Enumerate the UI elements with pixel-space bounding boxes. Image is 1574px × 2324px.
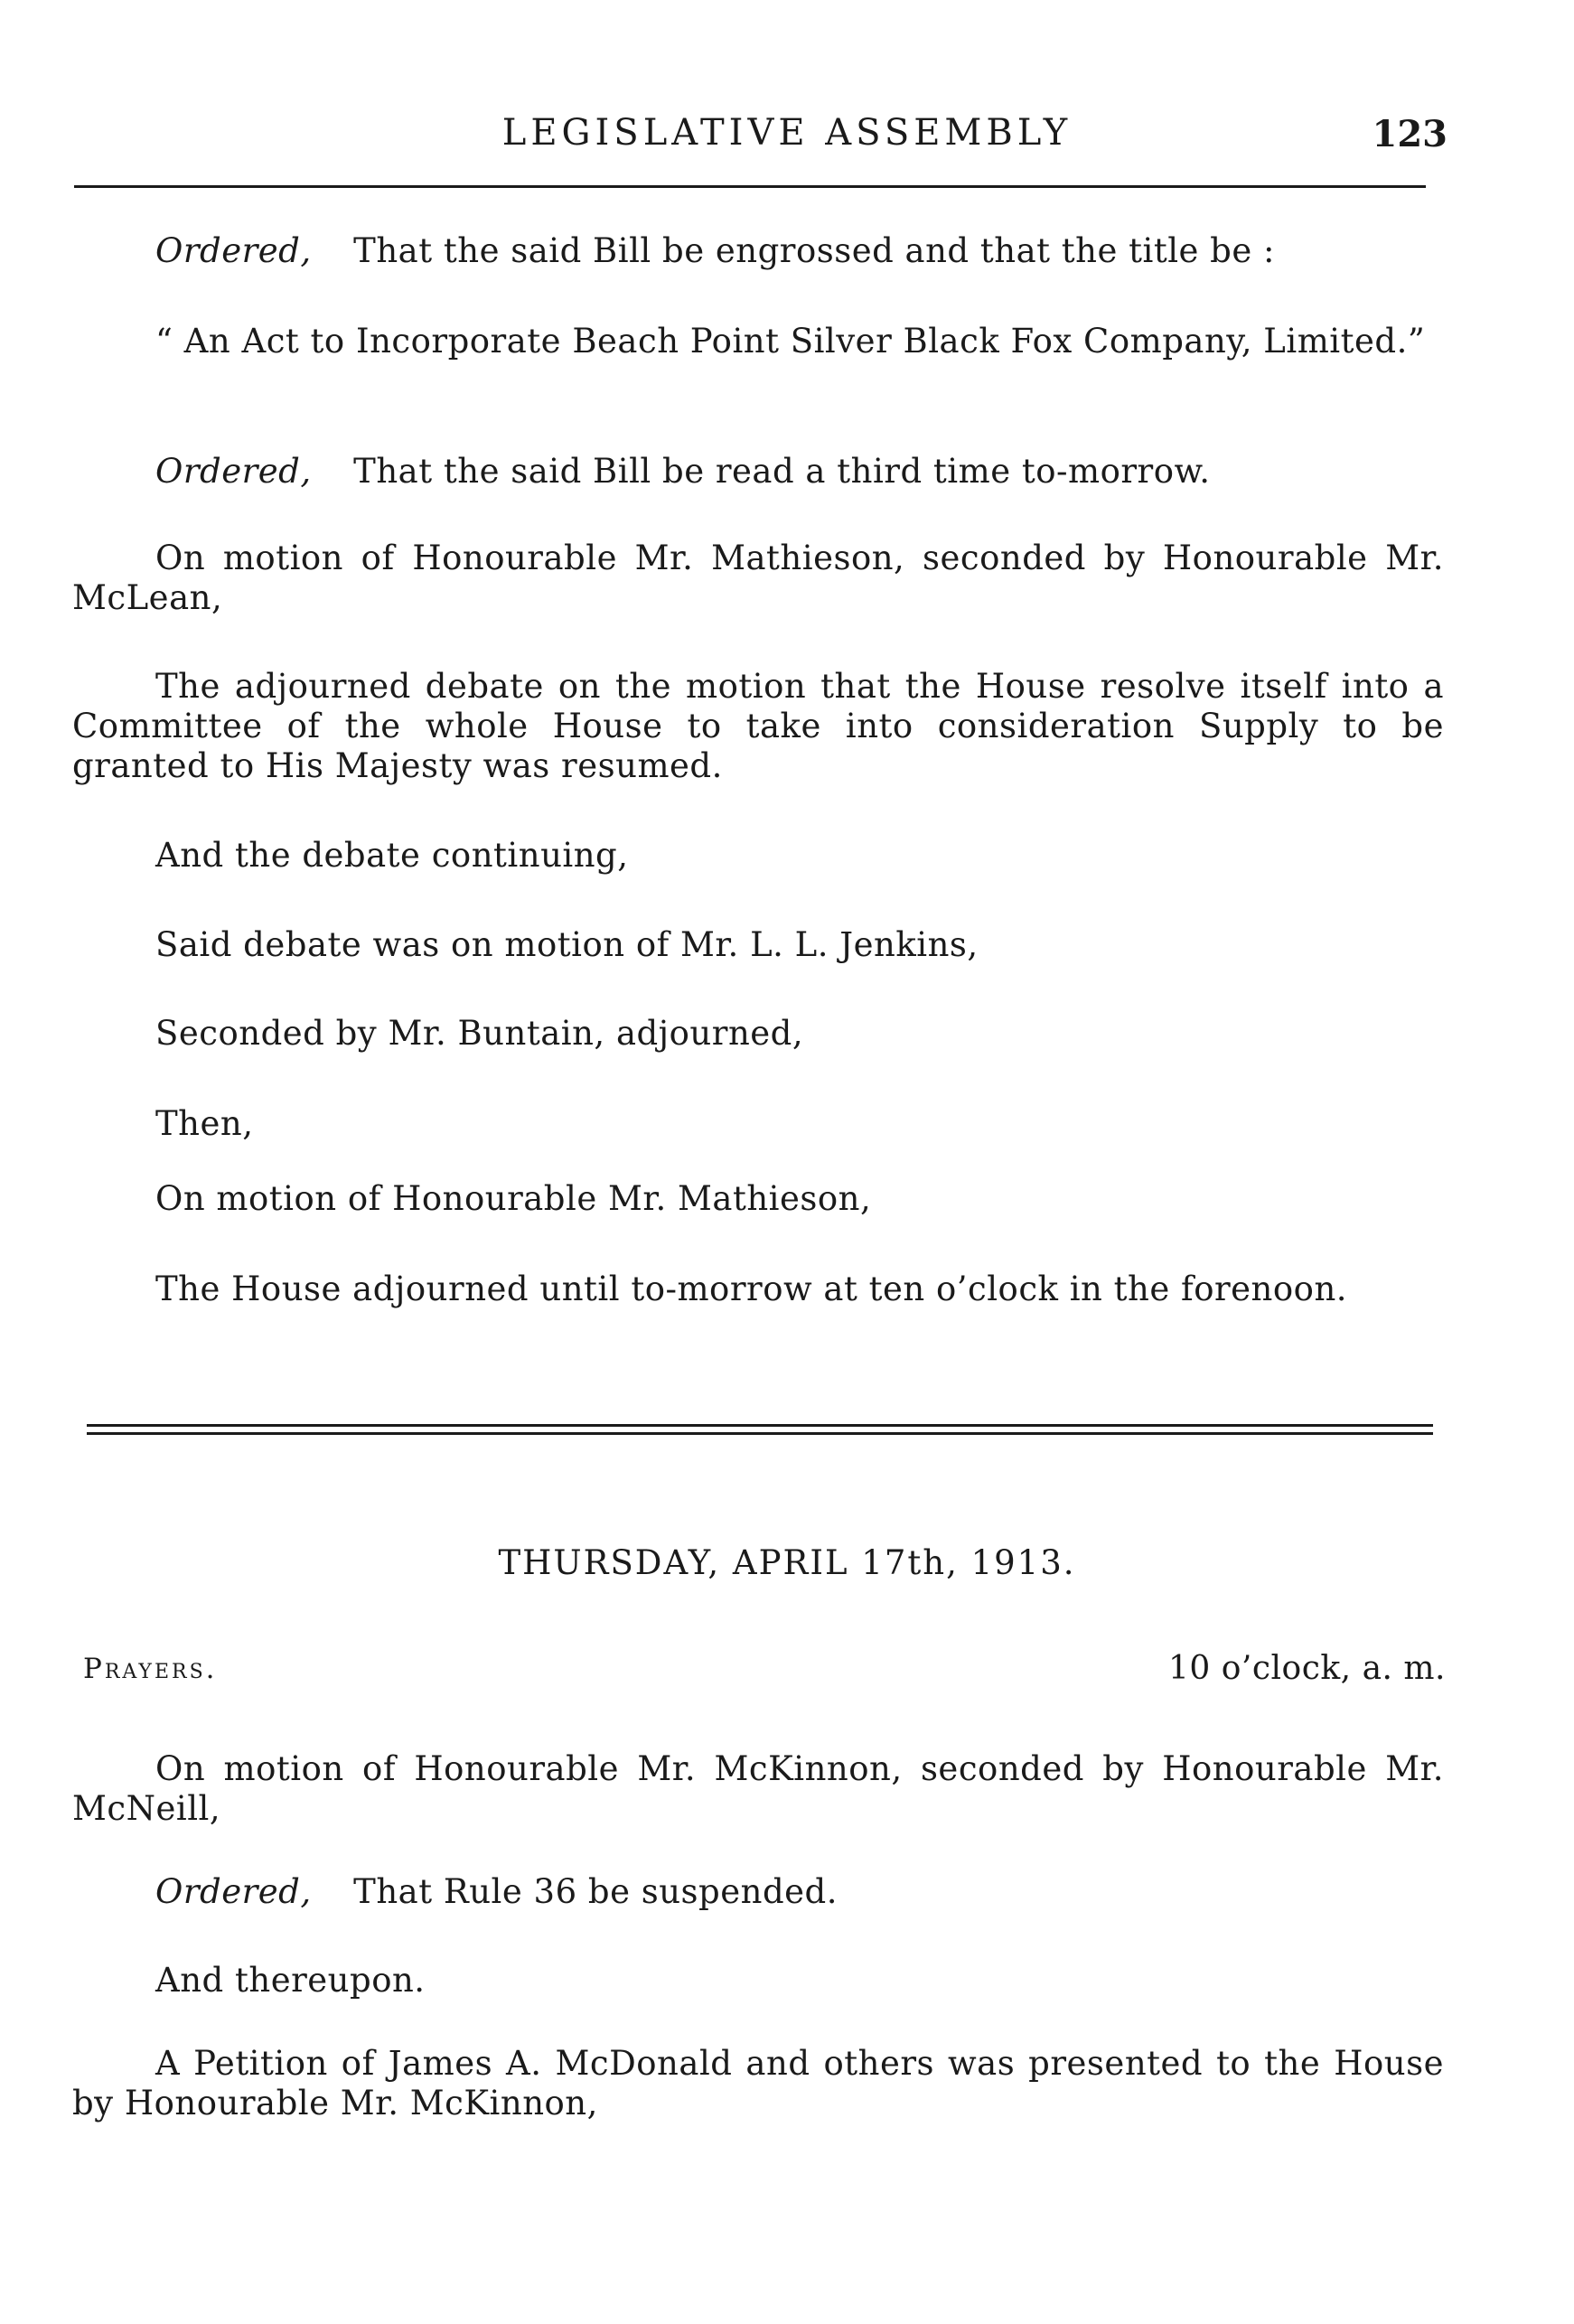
mckinnon-motion-paragraph: On motion of Honourable Mr. McKinnon, seconded by Honourable Mr. McNeill,: [72, 1749, 1444, 1828]
ordered-text: That Rule 36 be suspended.: [353, 1872, 838, 1911]
thereupon-line: And thereupon.: [155, 1961, 426, 2000]
prayers-label: Prayers.: [83, 1653, 218, 1685]
seconded-line: Seconded by Mr. Buntain, adjourned,: [155, 1014, 804, 1053]
ordered-text: That the said Bill be engrossed and that the title be :: [353, 231, 1275, 270]
motion-mathieson-line: On motion of Honourable Mr. Mathieson,: [155, 1179, 872, 1218]
section-divider: [87, 1424, 1433, 1435]
time-label: 10 o’clock, a. m.: [1167, 1650, 1446, 1687]
date-heading: THURSDAY, APRIL 17th, 1913.: [498, 1543, 1076, 1582]
ordered-label: Ordered,: [155, 452, 312, 491]
running-head: LEGISLATIVE ASSEMBLY: [501, 112, 1073, 154]
act-title-paragraph: “ An Act to Incorporate Beach Point Silver Black Fox Company, Limited.”: [155, 322, 1426, 361]
motion-paragraph: On motion of Honourable Mr. Mathieson, seconded by Honourable Mr. McLean,: [72, 539, 1444, 617]
page-number: 123: [1372, 113, 1448, 155]
ordered-rule-paragraph: [155, 1872, 1444, 1912]
adjourned-debate-paragraph: The adjourned debate on the motion that the House resolve itself into a Committee of the whole House to take into consideration Supply to be granted to His Majesty was resumed.: [72, 667, 1444, 785]
ordered-label: Ordered,: [155, 1872, 312, 1911]
house-adjourned-line: The House adjourned until to-morrow at ten o’clock in the forenoon.: [155, 1270, 1348, 1308]
said-debate-line: Said debate was on motion of Mr. L. L. Jenkins,: [155, 925, 979, 964]
debate-continuing-line: And the debate continuing,: [155, 836, 629, 875]
ordered-engrossed-paragraph: [155, 231, 1444, 271]
ordered-third-reading-paragraph: [155, 452, 1444, 492]
header-rule: [74, 185, 1426, 188]
petition-paragraph: A Petition of James A. McDonald and others was presented to the House by Honourable Mr. McKinnon,: [72, 2044, 1444, 2123]
ordered-text: That the said Bill be read a third time to-morrow.: [353, 452, 1211, 491]
then-line: Then,: [155, 1104, 254, 1143]
ordered-label: Ordered,: [155, 231, 312, 270]
